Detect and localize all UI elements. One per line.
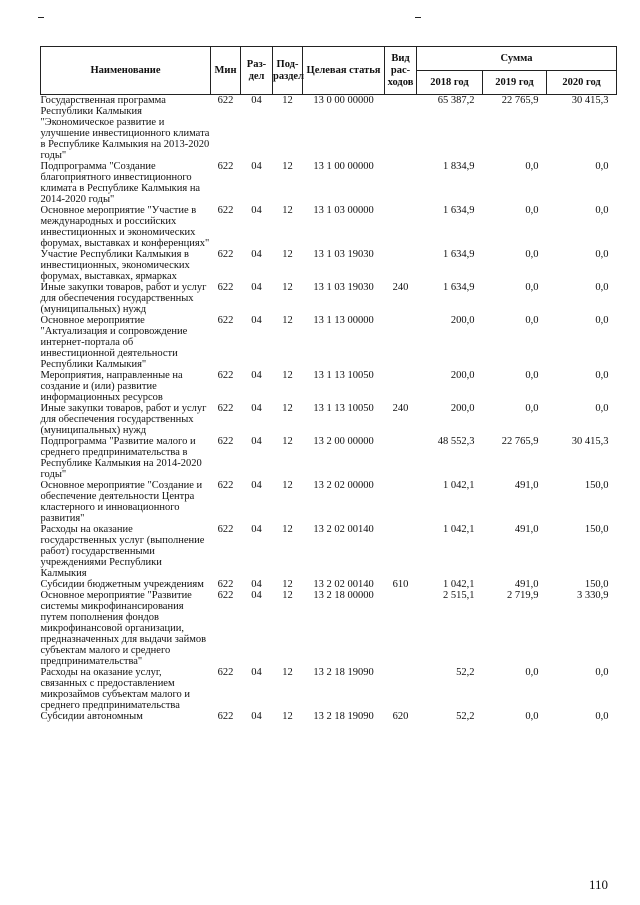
cell-name: Основное мероприятие "Актуализация и сопровождение интернет-портала об инвестиционной деятельности Республики Калмыкия" xyxy=(40,315,188,370)
header-target: Целевая статья xyxy=(303,47,385,95)
cell-y2018: 1 042,1 xyxy=(443,524,475,535)
header-2020: 2020 год xyxy=(547,71,617,95)
cell-target: 13 1 03 19030 xyxy=(313,282,374,293)
cell-min: 622 xyxy=(217,205,234,216)
cell-y2020: 0,0 xyxy=(595,205,609,216)
cell-y2020: 150,0 xyxy=(584,524,609,535)
cell-target: 13 1 03 19030 xyxy=(313,249,374,260)
cell-target: 13 1 00 00000 xyxy=(313,161,374,172)
cell-razdel: 04 xyxy=(251,711,262,722)
cell-vid xyxy=(385,95,417,162)
top-left-mark xyxy=(38,17,44,18)
cell-y2019: 491,0 xyxy=(514,480,539,491)
cell-razdel: 04 xyxy=(251,480,262,491)
cell-y2020: 30 415,3 xyxy=(571,436,609,447)
cell-target: 13 0 00 00000 xyxy=(313,95,374,106)
cell-y2018: 1 834,9 xyxy=(443,161,475,172)
cell-y2018: 1 634,9 xyxy=(443,249,475,260)
cell-target: 13 1 13 10050 xyxy=(313,403,374,414)
cell-vid xyxy=(385,315,417,370)
header-vid: Вид рас-ходов xyxy=(385,47,417,95)
budget-table xyxy=(40,46,617,722)
cell-y2019: 22 765,9 xyxy=(501,95,539,106)
cell-y2019: 0,0 xyxy=(525,711,539,722)
table-body xyxy=(41,95,617,723)
cell-target: 13 2 02 00140 xyxy=(313,579,374,590)
cell-y2020: 150,0 xyxy=(584,579,609,590)
table-row xyxy=(41,249,617,282)
cell-y2019: 491,0 xyxy=(514,579,539,590)
cell-y2019: 0,0 xyxy=(525,403,539,414)
cell-y2019: 0,0 xyxy=(525,249,539,260)
cell-podrazdel: 12 xyxy=(282,205,293,216)
table-row xyxy=(41,524,617,579)
table-header xyxy=(41,47,617,95)
cell-name: Подпрограмма "Развитие малого и среднего предпринимательства в Республике Калмыкия на 2014-2020 годы" xyxy=(40,436,202,480)
table-row xyxy=(41,711,617,722)
cell-y2020: 0,0 xyxy=(595,711,609,722)
cell-razdel: 04 xyxy=(251,161,262,172)
cell-podrazdel: 12 xyxy=(282,436,293,447)
cell-y2018: 200,0 xyxy=(450,370,475,381)
cell-name: Иные закупки товаров, работ и услуг для обеспечения государственных (муниципальных) нужд xyxy=(40,403,207,436)
cell-y2020: 30 415,3 xyxy=(571,95,609,106)
cell-y2018: 200,0 xyxy=(450,315,475,326)
header-min: Мин xyxy=(211,47,241,95)
cell-vid: 240 xyxy=(392,282,409,293)
page-number: 110 xyxy=(588,877,608,892)
cell-podrazdel: 12 xyxy=(282,480,293,491)
cell-razdel: 04 xyxy=(251,249,262,260)
cell-target: 13 2 18 19090 xyxy=(313,667,374,678)
table-row xyxy=(41,95,617,162)
cell-min: 622 xyxy=(217,524,234,535)
cell-podrazdel: 12 xyxy=(282,315,293,326)
table-row xyxy=(41,403,617,436)
cell-y2020: 0,0 xyxy=(595,161,609,172)
cell-min: 622 xyxy=(217,282,234,293)
table-row xyxy=(41,436,617,480)
header-2018: 2018 год xyxy=(417,71,483,95)
cell-name: Государственная программа Республики Калмыкия "Экономическое развитие и улучшение инвестиционного климата в Республике Калмыкия на 2013-2020 годы" xyxy=(40,95,210,161)
cell-target: 13 1 13 00000 xyxy=(313,315,374,326)
cell-y2019: 0,0 xyxy=(525,205,539,216)
table-row xyxy=(41,282,617,315)
cell-min: 622 xyxy=(217,436,234,447)
cell-y2020: 0,0 xyxy=(595,315,609,326)
cell-y2019: 0,0 xyxy=(525,282,539,293)
cell-y2018: 1 042,1 xyxy=(443,480,475,491)
cell-name: Подпрограмма "Создание благоприятного инвестиционного климата в Республике Калмыкия на 2014-2020 годы" xyxy=(40,161,201,205)
top-right-mark xyxy=(415,17,421,18)
cell-vid: 610 xyxy=(392,579,409,590)
header-name: Наименование xyxy=(41,47,211,95)
cell-target: 13 2 18 00000 xyxy=(313,590,374,601)
cell-y2018: 52,2 xyxy=(456,667,475,678)
cell-y2020: 0,0 xyxy=(595,282,609,293)
cell-podrazdel: 12 xyxy=(282,579,293,590)
cell-min: 622 xyxy=(217,667,234,678)
cell-podrazdel: 12 xyxy=(282,249,293,260)
cell-min: 622 xyxy=(217,579,234,590)
cell-name: Субсидии автономным xyxy=(40,711,143,722)
cell-target: 13 2 18 19090 xyxy=(313,711,374,722)
table-row xyxy=(41,370,617,403)
cell-y2019: 22 765,9 xyxy=(501,436,539,447)
cell-razdel: 04 xyxy=(251,667,262,678)
cell-razdel: 04 xyxy=(251,315,262,326)
table-row xyxy=(41,161,617,205)
cell-razdel: 04 xyxy=(251,590,262,601)
header-2019: 2019 год xyxy=(483,71,547,95)
cell-min: 622 xyxy=(217,249,234,260)
cell-name: Субсидии бюджетным учреждениям xyxy=(40,579,204,590)
cell-podrazdel: 12 xyxy=(282,161,293,172)
cell-y2019: 0,0 xyxy=(525,370,539,381)
cell-razdel: 04 xyxy=(251,403,262,414)
table-row xyxy=(41,590,617,667)
cell-y2018: 1 634,9 xyxy=(443,205,475,216)
cell-podrazdel: 12 xyxy=(282,95,293,106)
cell-min: 622 xyxy=(217,95,234,106)
cell-vid xyxy=(385,205,417,249)
cell-y2018: 200,0 xyxy=(450,403,475,414)
cell-vid xyxy=(385,436,417,480)
cell-min: 622 xyxy=(217,711,234,722)
cell-vid xyxy=(385,524,417,579)
cell-target: 13 2 02 00000 xyxy=(313,480,374,491)
table-row xyxy=(41,315,617,370)
cell-podrazdel: 12 xyxy=(282,590,293,601)
cell-name: Основное мероприятие "Участие в международных и российских инвестиционных и экономических форумах, выставках и конференциях" xyxy=(40,205,210,249)
header-razdel: Раз-дел xyxy=(241,47,273,95)
cell-name: Расходы на оказание услуг, связанных с предоставлением микрозаймов субъектам малого и среднего предпринимательства xyxy=(40,667,191,711)
cell-y2019: 0,0 xyxy=(525,667,539,678)
cell-target: 13 1 03 00000 xyxy=(313,205,374,216)
cell-y2020: 0,0 xyxy=(595,667,609,678)
cell-min: 622 xyxy=(217,161,234,172)
cell-vid: 620 xyxy=(392,711,409,722)
cell-vid xyxy=(385,161,417,205)
cell-y2018: 2 515,1 xyxy=(443,590,475,601)
cell-vid: 240 xyxy=(392,403,409,414)
cell-razdel: 04 xyxy=(251,282,262,293)
table-row xyxy=(41,205,617,249)
cell-razdel: 04 xyxy=(251,579,262,590)
cell-razdel: 04 xyxy=(251,436,262,447)
cell-podrazdel: 12 xyxy=(282,667,293,678)
cell-podrazdel: 12 xyxy=(282,711,293,722)
cell-vid xyxy=(385,480,417,524)
cell-y2020: 0,0 xyxy=(595,370,609,381)
cell-vid xyxy=(385,249,417,282)
cell-y2018: 65 387,2 xyxy=(437,95,475,106)
cell-y2020: 0,0 xyxy=(595,249,609,260)
cell-y2019: 2 719,9 xyxy=(507,590,539,601)
cell-min: 622 xyxy=(217,403,234,414)
cell-target: 13 1 13 10050 xyxy=(313,370,374,381)
cell-y2018: 1 042,1 xyxy=(443,579,475,590)
cell-name: Основное мероприятие "Создание и обеспечение деятельности Центра кластерного и инновационного развития" xyxy=(40,480,203,524)
cell-vid xyxy=(385,667,417,711)
cell-min: 622 xyxy=(217,315,234,326)
cell-y2018: 52,2 xyxy=(456,711,475,722)
cell-y2020: 3 330,9 xyxy=(577,590,609,601)
header-sum: Сумма xyxy=(417,47,617,71)
cell-min: 622 xyxy=(217,590,234,601)
cell-y2018: 1 634,9 xyxy=(443,282,475,293)
cell-name: Мероприятия, направленные на создание и (или) развитие информационных ресурсов xyxy=(40,370,183,403)
cell-razdel: 04 xyxy=(251,524,262,535)
header-podrazdel: Под-раздел xyxy=(273,47,303,95)
table-row xyxy=(41,579,617,590)
cell-name: Основное мероприятие "Развитие системы микрофинансирования путем пополнения фондов микрофинансовой организации, предназначенных для выдачи займов субъектам малого и среднего предпринимательства" xyxy=(40,590,207,667)
cell-min: 622 xyxy=(217,480,234,491)
cell-y2019: 0,0 xyxy=(525,315,539,326)
cell-y2020: 0,0 xyxy=(595,403,609,414)
cell-podrazdel: 12 xyxy=(282,524,293,535)
cell-podrazdel: 12 xyxy=(282,282,293,293)
cell-target: 13 2 00 00000 xyxy=(313,436,374,447)
cell-y2018: 48 552,3 xyxy=(437,436,475,447)
cell-razdel: 04 xyxy=(251,370,262,381)
cell-y2019: 491,0 xyxy=(514,524,539,535)
cell-podrazdel: 12 xyxy=(282,403,293,414)
table-row xyxy=(41,480,617,524)
cell-name: Участие Республики Калмыкия в инвестиционных, экономических форумах, выставках, ярмарках xyxy=(40,249,190,282)
table-row xyxy=(41,667,617,711)
cell-target: 13 2 02 00140 xyxy=(313,524,374,535)
cell-razdel: 04 xyxy=(251,95,262,106)
cell-vid xyxy=(385,590,417,667)
cell-vid xyxy=(385,370,417,403)
cell-name: Расходы на оказание государственных услуг (выполнение работ) государственными учреждениями Республики Калмыкия xyxy=(40,524,205,579)
cell-min: 622 xyxy=(217,370,234,381)
cell-name: Иные закупки товаров, работ и услуг для обеспечения государственных (муниципальных) нужд xyxy=(40,282,207,315)
cell-razdel: 04 xyxy=(251,205,262,216)
cell-podrazdel: 12 xyxy=(282,370,293,381)
cell-y2019: 0,0 xyxy=(525,161,539,172)
cell-y2020: 150,0 xyxy=(584,480,609,491)
